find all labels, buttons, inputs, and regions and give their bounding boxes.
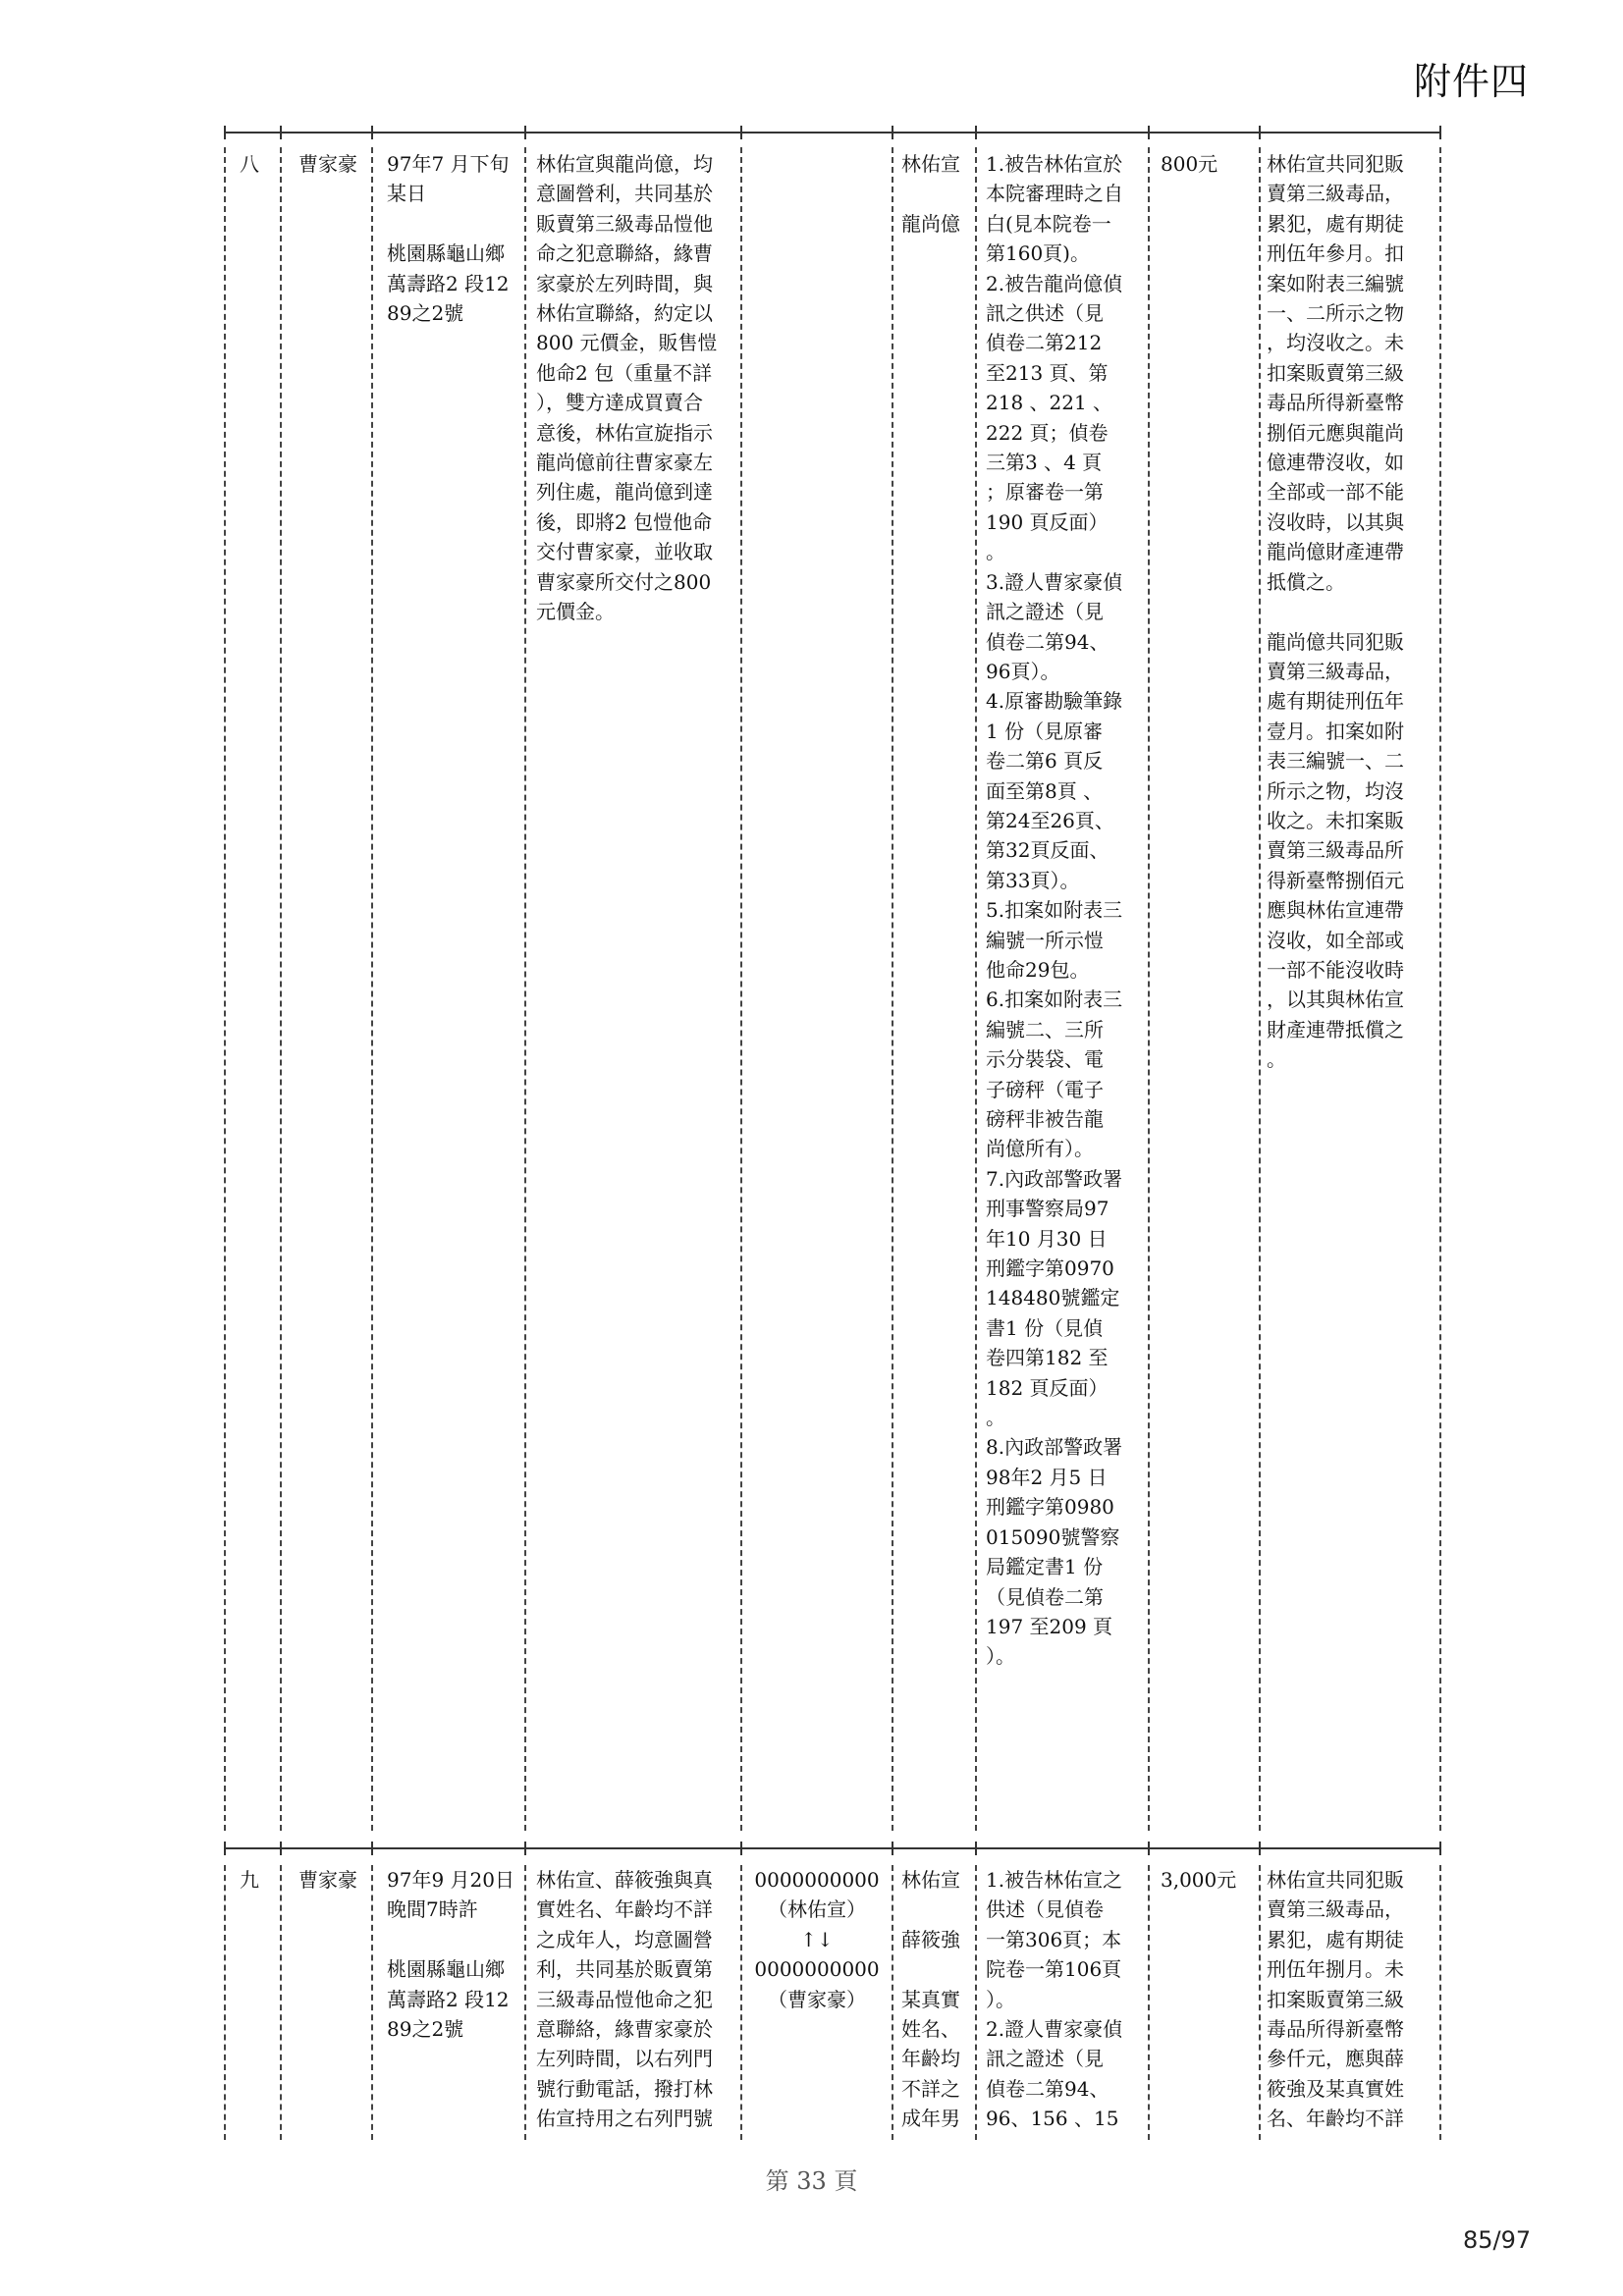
facts: 林佑宣、薛筱強與真 實姓名、年齡均不詳 之成年人，均意圖營 利，共同基於販賣第 三級毒品愷他命之犯 意聯絡，緣曹家豪於 左列時間，以右列門 號行動電話，撥打林 佑宣持用之右列門號 [536, 1868, 713, 2131]
row-separator-top [224, 132, 1441, 133]
row-number: 八 [240, 152, 259, 176]
verdict: 林佑宣共同犯販 賣第三級毒品， 累犯，處有期徒 刑伍年捌月。未 扣案販賣第三級 毒品所得新臺幣 參仟元，應與薛 筱強及某真實姓 名、年齡均不詳 [1267, 1868, 1404, 2131]
evidence: 1.被告林佑宣之 供述（見偵卷 一第306頁；本 院卷一第106頁 ）。 2.證人曹家豪偵 訊之證述（見 偵卷二第94、 96、156 、15 [986, 1868, 1123, 2131]
defendants: 林佑宣 龍尚億 [901, 152, 960, 236]
attachment-label: 附件四 [1414, 60, 1530, 103]
phone: 0000000000 （林佑宣） ↑↓ 0000000000 （曹家豪） [754, 1868, 880, 2011]
amount: 800元 [1161, 152, 1218, 176]
page-number: 85/97 [1463, 2226, 1532, 2254]
verdict: 林佑宣共同犯販 賣第三級毒品， 累犯，處有期徒 刑伍年參月。扣 案如附表三編號 一、二所示之物 ，均沒收之。未 扣案販賣第三級 毒品所得新臺幣 捌佰元應與龍尚 億連帶沒收，如 全部或一部不能 沒收時，以其與 龍尚億財產連帶 抵償之。 龍尚億共同犯販 賣第三級毒品， 處有期徒刑伍年 壹月。扣案如附 表三編號一、二 所示之物，均沒 收之。未扣案販 賣第三級毒品所 得新臺幣捌佰元 應與林佑宣連帶 沒收，如全部或 一部不能沒收時 ，以其與林佑宣 財產連帶抵償之 。 [1267, 152, 1404, 1072]
evidence: 1.被告林佑宣於 本院審理時之自 白(見本院卷一 第160頁)。 2.被告龍尚億偵 訊之供述（見 偵卷二第212 至213 頁、第 218 、221 、 222 頁；偵卷 三第3 、4 頁 ；原審卷一第 190 頁反面） 。 3.證人曹家豪偵 訊之證述（見 偵卷二第94、 96頁）。 4.原審勘驗筆錄 1 份（見原審 卷二第6 頁反 面至第8頁 、 第24至26頁、 第32頁反面、 第33頁）。 5.扣案如附表三 編號一所示愷 他命29包。 6.扣案如附表三 編號二、三所 示分裝袋、電 子磅秤（電子 磅秤非被告龍 尚億所有）。 7.內政部警政署 刑事警察局97 年10 月30 日 刑鑑字第0970 148480號鑑定 書1 份（見偵 卷四第182 至 182 頁反面） 。 8.內政部警政署 98年2 月5 日 刑鑑字第0980 015090號警察 局鑑定書1 份 （見偵卷二第 197 至209 頁 ）。 [986, 152, 1123, 1669]
amount: 3,000元 [1161, 1868, 1237, 1892]
facts: 林佑宣與龍尚億，均 意圖營利，共同基於 販賣第三級毒品愷他 命之犯意聯絡，緣曹 家豪於左列時間，與 林佑宣聯絡，約定以 800 元價金，販售愷 他命2 包（重量不詳 ），雙方達成買賣合 意後，林佑宣旋指示 龍尚億前往曹家豪左 列住處，龍尚億到達 後，即將2 包愷他命 交付曹家豪，並收取 曹家豪所交付之800 元價金。 [536, 152, 718, 624]
time-place: 97年9 月20日 晚間7時許 桃園縣龜山鄉 萬壽路2 段12 89之2號 [387, 1868, 514, 2042]
page-label: 第 33 頁 [765, 2167, 858, 2195]
seller-name: 曹家豪 [298, 152, 357, 176]
judgment-table [224, 118, 1441, 2140]
seller-name: 曹家豪 [298, 1868, 357, 1892]
row-separator-middle [224, 1847, 1441, 1849]
defendants: 林佑宣 薛筱強 某真實 姓名、 年齡均 不詳之 成年男 [901, 1868, 960, 2131]
row-number: 九 [240, 1868, 259, 1892]
time-place: 97年7 月下旬 某日 桃園縣龜山鄉 萬壽路2 段12 89之2號 [387, 152, 510, 326]
